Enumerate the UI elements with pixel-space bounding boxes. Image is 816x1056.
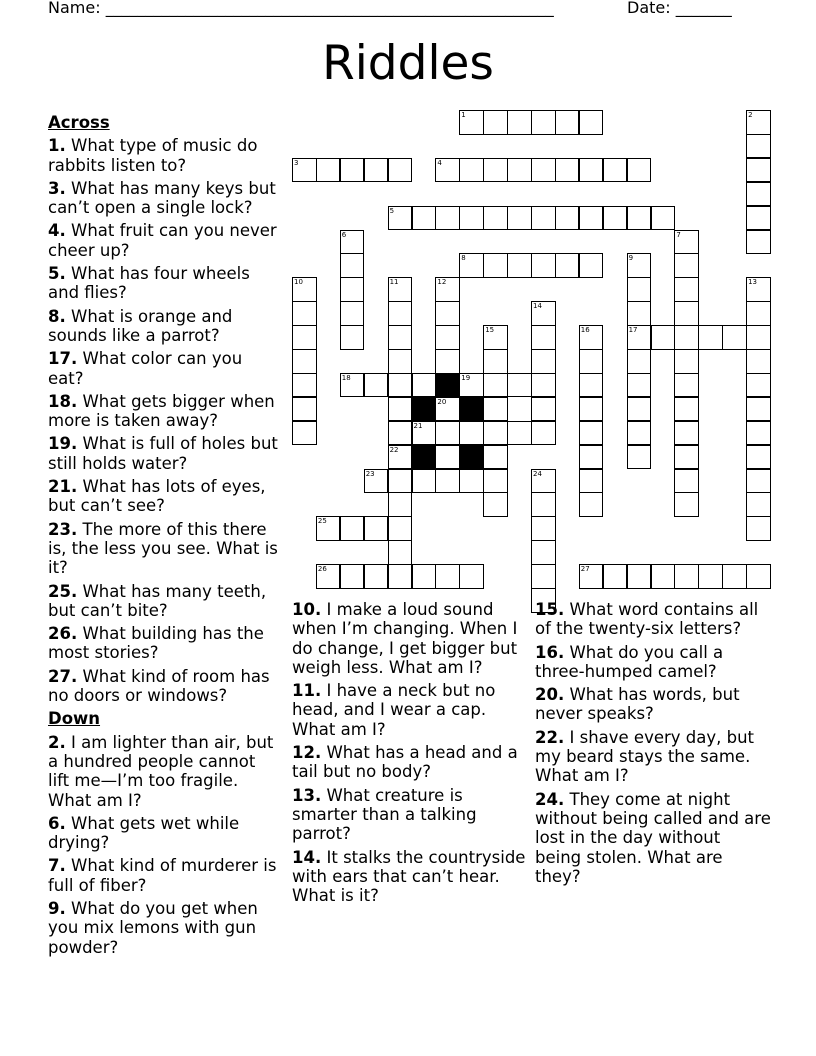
grid-cell[interactable] — [627, 373, 652, 398]
grid-cell[interactable] — [435, 397, 460, 422]
grid-cell[interactable] — [459, 206, 484, 231]
clue-item — [48, 520, 280, 578]
grid-cell[interactable] — [388, 277, 413, 302]
cell-number: 25 — [317, 517, 327, 526]
clue-item — [292, 786, 528, 844]
clue-item — [292, 681, 528, 739]
grid-cell[interactable] — [698, 564, 723, 589]
grid-cell[interactable] — [627, 301, 652, 326]
grid-cell[interactable] — [555, 158, 580, 183]
clue-item — [535, 728, 771, 786]
grid-cell[interactable] — [292, 397, 317, 422]
grid-cell[interactable] — [627, 421, 652, 446]
grid-cell[interactable] — [292, 349, 317, 374]
grid-cell[interactable] — [507, 206, 532, 231]
clue-number: 12. — [292, 743, 322, 763]
grid-cell[interactable] — [579, 206, 604, 231]
clue-number: 11. — [292, 681, 322, 701]
clue-text: What fruit can you never cheer up? — [48, 221, 277, 260]
grid-cell[interactable] — [531, 253, 556, 278]
cell-number: 18 — [341, 373, 351, 382]
clue-number: 18. — [48, 391, 78, 411]
grid-cell[interactable] — [292, 277, 317, 302]
grid-cell[interactable] — [340, 158, 365, 183]
clue-text: I shave every day, but my beard stays the same. What am I? — [535, 727, 755, 786]
clue-text: The more of this there is, the less you see. What is it? — [48, 519, 278, 578]
clue-text: I have a neck but no head, and I wear a cap. What am I? — [292, 681, 496, 739]
cell-number: 7 — [676, 230, 681, 239]
grid-cell[interactable] — [746, 206, 771, 231]
grid-cell[interactable] — [531, 158, 556, 183]
cell-number: 1 — [461, 111, 466, 119]
grid-cell[interactable] — [388, 206, 413, 231]
grid-cell[interactable] — [627, 277, 652, 302]
clue-item — [535, 643, 771, 682]
grid-cell[interactable] — [674, 469, 699, 494]
grid-cell[interactable] — [531, 540, 556, 565]
grid-cell[interactable] — [555, 206, 580, 231]
clue-item — [48, 624, 280, 663]
grid-cell[interactable] — [292, 373, 317, 398]
grid-cell[interactable] — [388, 469, 413, 494]
grid-cell[interactable] — [627, 253, 652, 278]
grid-cell[interactable] — [435, 349, 460, 374]
grid-cell[interactable] — [531, 206, 556, 231]
clue-item — [48, 667, 280, 706]
clue-item — [48, 392, 280, 431]
grid-cell[interactable] — [340, 277, 365, 302]
clue-number: 4. — [48, 221, 66, 241]
grid-cell[interactable] — [412, 469, 437, 494]
clue-number: 24. — [535, 789, 565, 809]
clue-item — [48, 477, 280, 516]
clue-number: 19. — [48, 434, 78, 454]
grid-cell[interactable] — [364, 516, 389, 541]
grid-cell[interactable] — [579, 325, 604, 350]
grid-cell[interactable] — [412, 564, 437, 589]
cell-number: 8 — [461, 254, 466, 263]
grid-cell[interactable] — [674, 277, 699, 302]
grid-block — [412, 445, 437, 470]
grid-cell[interactable] — [603, 158, 628, 183]
grid-cell[interactable] — [388, 445, 413, 470]
grid-cell[interactable] — [746, 230, 771, 255]
grid-cell[interactable] — [459, 253, 484, 278]
grid-cell[interactable] — [579, 397, 604, 422]
grid-cell[interactable] — [674, 421, 699, 446]
grid-cell[interactable] — [674, 301, 699, 326]
down-clues-part-2 — [292, 600, 528, 905]
grid-cell[interactable] — [627, 397, 652, 422]
grid-cell[interactable] — [555, 110, 580, 135]
grid-cell[interactable] — [483, 492, 508, 517]
cell-number: 20 — [437, 397, 447, 406]
grid-cell[interactable] — [364, 564, 389, 589]
clue-number: 21. — [48, 477, 78, 497]
cell-number: 4 — [437, 158, 442, 167]
grid-cell[interactable] — [531, 397, 556, 422]
clue-column-1 — [48, 113, 280, 961]
clue-number: 13. — [292, 785, 322, 805]
grid-cell[interactable] — [674, 349, 699, 374]
name-line: ________________________________________________________ — [105, 0, 554, 17]
grid-cell[interactable] — [459, 469, 484, 494]
grid-cell[interactable] — [316, 158, 341, 183]
clue-text: What do you get when you mix lemons with gun powder? — [48, 898, 258, 957]
clue-text: What type of music do rabbits listen to? — [48, 136, 258, 175]
grid-cell[interactable] — [674, 325, 699, 350]
grid-cell[interactable] — [722, 325, 747, 350]
clue-number: 7. — [48, 856, 66, 876]
cell-number: 17 — [628, 326, 638, 335]
grid-cell[interactable] — [627, 206, 652, 231]
grid-cell[interactable] — [722, 564, 747, 589]
grid-cell[interactable] — [388, 301, 413, 326]
clue-text: What has lots of eyes, but can’t see? — [48, 477, 266, 516]
clue-text: What kind of murderer is full of fiber? — [48, 856, 277, 895]
grid-cell[interactable] — [674, 253, 699, 278]
clue-number: 26. — [48, 624, 78, 644]
grid-cell[interactable] — [316, 516, 341, 541]
clue-number: 16. — [535, 642, 565, 662]
grid-cell[interactable] — [555, 253, 580, 278]
grid-cell[interactable] — [746, 421, 771, 446]
grid-block — [459, 397, 484, 422]
clue-number: 25. — [48, 581, 78, 601]
clue-item — [48, 814, 280, 853]
clue-number: 22. — [535, 727, 565, 747]
clue-text: What do you call a three-humped camel? — [535, 642, 724, 681]
grid-cell[interactable] — [674, 373, 699, 398]
grid-cell[interactable] — [435, 445, 460, 470]
clue-text: What color can you eat? — [48, 349, 243, 388]
clue-number: 1. — [48, 136, 66, 156]
clue-text: What word contains all of the twenty-six letters? — [535, 600, 759, 639]
grid-cell[interactable] — [674, 397, 699, 422]
grid-cell[interactable] — [388, 349, 413, 374]
clue-item — [48, 349, 280, 388]
cell-number: 12 — [437, 278, 447, 287]
grid-cell[interactable] — [531, 469, 556, 494]
page-title: Riddles — [322, 36, 494, 91]
grid-cell[interactable] — [412, 373, 437, 398]
clue-number: 5. — [48, 264, 66, 284]
grid-cell[interactable] — [746, 564, 771, 589]
cell-number: 5 — [389, 206, 395, 215]
clue-number: 3. — [48, 178, 66, 198]
grid-cell[interactable] — [340, 325, 365, 350]
grid-cell[interactable] — [459, 564, 484, 589]
grid-cell[interactable] — [483, 373, 508, 398]
clue-text: What building has the most stories? — [48, 624, 264, 663]
grid-cell[interactable] — [674, 445, 699, 470]
grid-cell[interactable] — [364, 373, 389, 398]
clue-number: 9. — [48, 898, 66, 918]
grid-cell[interactable] — [483, 349, 508, 374]
grid-cell[interactable] — [674, 230, 699, 255]
grid-cell[interactable] — [531, 421, 556, 446]
cell-number: 24 — [533, 469, 542, 478]
grid-cell[interactable] — [483, 325, 508, 350]
grid-cell[interactable] — [746, 516, 771, 541]
across-heading: Across — [48, 113, 110, 132]
grid-cell[interactable] — [746, 301, 771, 326]
grid-cell[interactable] — [364, 158, 389, 183]
cell-number: 23 — [365, 469, 375, 478]
clue-number: 10. — [292, 600, 322, 619]
grid-cell[interactable] — [698, 325, 723, 350]
grid-cell[interactable] — [651, 564, 676, 589]
grid-cell[interactable] — [603, 206, 628, 231]
grid-cell[interactable] — [579, 469, 604, 494]
grid-cell[interactable] — [531, 325, 556, 350]
grid-cell[interactable] — [531, 516, 556, 541]
name-label: Name: — [48, 0, 101, 17]
clue-item — [48, 221, 280, 260]
grid-cell[interactable] — [435, 421, 460, 446]
cell-number: 26 — [317, 565, 327, 574]
grid-cell[interactable] — [579, 349, 604, 374]
grid-cell[interactable] — [388, 325, 413, 350]
grid-cell[interactable] — [388, 373, 413, 398]
down-clues-part-1 — [48, 733, 280, 957]
cell-number: 13 — [748, 278, 758, 287]
grid-cell[interactable] — [579, 110, 604, 135]
grid-cell[interactable] — [483, 158, 508, 183]
grid-cell[interactable] — [531, 373, 556, 398]
clue-item — [292, 743, 528, 782]
across-clues — [48, 136, 280, 705]
clue-item — [535, 790, 771, 886]
grid-cell[interactable] — [579, 253, 604, 278]
grid-block — [435, 373, 460, 398]
grid-cell[interactable] — [746, 397, 771, 422]
clue-number: 23. — [48, 519, 78, 539]
grid-cell[interactable] — [316, 564, 341, 589]
grid-cell[interactable] — [627, 445, 652, 470]
clue-text: They come at night without being called and are lost in the day without being stolen. What are they? — [535, 789, 771, 886]
grid-cell[interactable] — [388, 516, 413, 541]
clue-column-3 — [535, 600, 771, 890]
grid-cell[interactable] — [507, 421, 532, 446]
grid-cell[interactable] — [483, 421, 508, 446]
clue-text: What gets bigger when more is taken away? — [48, 391, 275, 431]
grid-cell[interactable] — [435, 564, 460, 589]
clue-number: 6. — [48, 813, 66, 833]
grid-cell[interactable] — [627, 325, 652, 350]
clue-number: 17. — [48, 349, 78, 369]
grid-cell[interactable] — [627, 158, 652, 183]
clue-text: What has a head and a tail but no body? — [292, 743, 518, 782]
clue-text: What has many keys but can’t open a single lock? — [48, 178, 276, 218]
grid-cell[interactable] — [507, 158, 532, 183]
grid-cell[interactable] — [340, 564, 365, 589]
grid-cell[interactable] — [746, 445, 771, 470]
clue-item — [292, 848, 528, 906]
grid-cell[interactable] — [435, 301, 460, 326]
grid-cell[interactable] — [746, 373, 771, 398]
grid-cell[interactable] — [412, 206, 437, 231]
grid-cell[interactable] — [340, 373, 365, 398]
clue-number: 27. — [48, 666, 78, 686]
clue-item — [48, 733, 280, 810]
grid-cell[interactable] — [579, 445, 604, 470]
clue-number: 8. — [48, 306, 66, 326]
grid-cell[interactable] — [483, 469, 508, 494]
cell-number: 3 — [294, 158, 299, 167]
grid-cell[interactable] — [651, 325, 676, 350]
clue-item — [535, 600, 771, 639]
date-label: Date: — [627, 0, 671, 17]
grid-cell[interactable] — [459, 158, 484, 183]
date-line: _______ — [675, 0, 732, 17]
grid-cell[interactable] — [364, 469, 389, 494]
cell-number: 16 — [580, 326, 590, 335]
cell-number: 21 — [413, 421, 423, 430]
grid-cell[interactable] — [651, 206, 676, 231]
grid-cell[interactable] — [579, 421, 604, 446]
grid-cell[interactable] — [746, 158, 771, 183]
clue-number: 2. — [48, 732, 66, 752]
grid-cell[interactable] — [435, 206, 460, 231]
clue-number: 14. — [292, 847, 322, 867]
grid-cell[interactable] — [340, 253, 365, 278]
grid-cell[interactable] — [435, 469, 460, 494]
cell-number: 10 — [294, 278, 303, 287]
clue-text: What has four wheels and flies? — [48, 264, 250, 303]
down-clues-part-3 — [535, 600, 771, 886]
grid-cell[interactable] — [388, 421, 413, 446]
grid-cell[interactable] — [388, 492, 413, 517]
grid-cell[interactable] — [531, 301, 556, 326]
clue-text: It stalks the countryside with ears that can’t hear. What is it? — [292, 847, 526, 906]
grid-cell[interactable] — [459, 110, 484, 135]
down-heading: Down — [48, 709, 101, 729]
cell-number: 9 — [628, 254, 634, 263]
grid-cell[interactable] — [507, 373, 532, 398]
cell-number: 15 — [485, 326, 495, 335]
grid-cell[interactable] — [627, 564, 652, 589]
clue-text: What has words, but never speaks? — [535, 685, 740, 724]
grid-cell[interactable] — [746, 110, 771, 135]
grid-cell[interactable] — [746, 182, 771, 207]
grid-cell[interactable] — [746, 277, 771, 302]
grid-cell[interactable] — [388, 397, 413, 422]
grid-cell[interactable] — [579, 158, 604, 183]
clue-text: I make a loud sound when I’m changing. When I do change, I get bigger but weigh less. What am I? — [292, 600, 518, 677]
grid-cell[interactable] — [746, 325, 771, 350]
grid-cell[interactable] — [483, 206, 508, 231]
grid-cell[interactable] — [340, 301, 365, 326]
grid-cell[interactable] — [388, 158, 413, 183]
clue-item — [535, 685, 771, 724]
grid-cell[interactable] — [746, 469, 771, 494]
cell-number: 2 — [748, 111, 753, 119]
grid-cell[interactable] — [483, 445, 508, 470]
clue-item — [48, 856, 280, 895]
clue-text: What is orange and sounds like a parrot? — [48, 306, 233, 345]
cell-number: 27 — [580, 565, 590, 574]
grid-cell[interactable] — [531, 110, 556, 135]
grid-cell[interactable] — [746, 349, 771, 374]
grid-cell[interactable] — [531, 349, 556, 374]
clue-column-2 — [292, 600, 528, 909]
grid-cell[interactable] — [746, 134, 771, 159]
grid-cell[interactable] — [579, 492, 604, 517]
grid-cell[interactable] — [435, 277, 460, 302]
grid-cell[interactable] — [459, 373, 484, 398]
grid-cell[interactable] — [292, 158, 317, 183]
clue-text: What creature is smarter than a talking parrot? — [292, 785, 477, 844]
grid-cell[interactable] — [674, 492, 699, 517]
clue-item — [48, 307, 280, 346]
grid-cell[interactable] — [579, 373, 604, 398]
clue-item — [48, 264, 280, 303]
grid-cell[interactable] — [388, 540, 413, 565]
cell-number: 14 — [533, 302, 542, 311]
grid-block — [459, 445, 484, 470]
grid-cell[interactable] — [483, 110, 508, 135]
clue-item — [48, 136, 280, 175]
grid-cell[interactable] — [483, 253, 508, 278]
grid-cell[interactable] — [435, 158, 460, 183]
grid-cell[interactable] — [507, 110, 532, 135]
clue-item — [48, 179, 280, 218]
cell-number: 6 — [341, 230, 347, 239]
grid-cell[interactable] — [292, 301, 317, 326]
cell-number: 22 — [389, 445, 399, 454]
grid-cell[interactable] — [507, 253, 532, 278]
clue-number: 20. — [535, 685, 565, 705]
grid-cell[interactable] — [292, 421, 317, 446]
grid-cell[interactable] — [459, 421, 484, 446]
grid-cell[interactable] — [292, 325, 317, 350]
grid-cell[interactable] — [674, 564, 699, 589]
clue-text: What gets wet while drying? — [48, 813, 240, 853]
grid-cell[interactable] — [579, 564, 604, 589]
clue-item — [292, 600, 528, 677]
grid-cell[interactable] — [388, 564, 413, 589]
clue-number: 15. — [535, 600, 565, 619]
grid-cell[interactable] — [746, 492, 771, 517]
clue-text: What has many teeth, but can’t bite? — [48, 581, 267, 620]
grid-cell[interactable] — [483, 397, 508, 422]
grid-cell[interactable] — [435, 325, 460, 350]
clue-text: I am lighter than air, but a hundred people cannot lift me—I’m too fragile. What am I? — [48, 732, 274, 810]
grid-cell[interactable] — [531, 564, 556, 589]
grid-block — [412, 397, 437, 422]
grid-cell[interactable] — [627, 349, 652, 374]
grid-cell[interactable] — [412, 421, 437, 446]
grid-cell[interactable] — [340, 230, 365, 255]
cell-number: 19 — [461, 373, 471, 382]
cell-number: 11 — [389, 278, 399, 287]
clue-text: What kind of room has no doors or windows? — [48, 666, 270, 706]
grid-cell[interactable] — [340, 516, 365, 541]
clue-text: What is full of holes but still holds water? — [48, 434, 278, 473]
clue-item — [48, 899, 280, 957]
clue-item — [48, 582, 280, 621]
grid-cell[interactable] — [531, 492, 556, 517]
clue-item — [48, 434, 280, 473]
grid-cell[interactable] — [603, 564, 628, 589]
